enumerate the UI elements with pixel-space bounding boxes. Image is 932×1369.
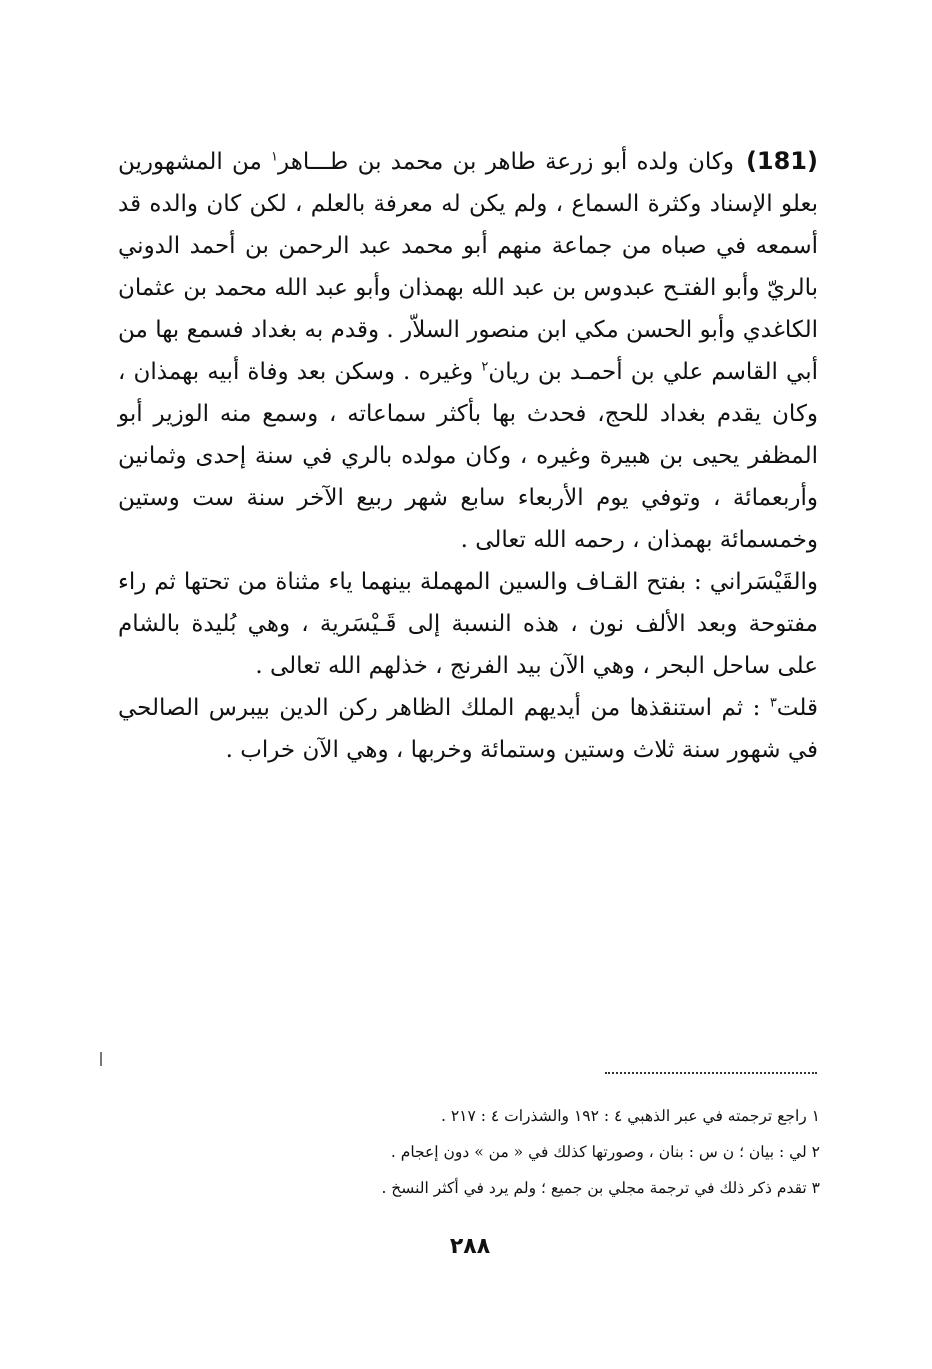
paragraph-qaysarani: والقَيْسَراني : بفتح القـاف والسين المهملة بينهما ياء مثناة من تحتها ثم راء مفتوحة وبعد الألف نون ، هذه النسبة إلى قَـيْسَرية ، وهي بُليدة بالشام على ساحل البحر ، وهي الآن بيد الفرنج ، خذلهم الله تعالى . — [118, 569, 818, 679]
paragraph-note — [118, 687, 818, 771]
footnote-3: ٣ تقدم ذكر ذلك في ترجمة مجلي بن جميع ؛ ولم يرد في أكثر النسخ . — [381, 1179, 820, 1197]
paragraph-text: : ثم استنقذها من أيديهم الملك الظاهر ركن الدين بيبرس الصالحي في شهور سنة ثلاث وستين وستمائة وخربها ، وهي الآن خراب . — [118, 695, 818, 763]
main-text — [118, 140, 818, 771]
footnote-divider — [605, 1072, 817, 1074]
margin-mark — [100, 1052, 102, 1066]
footnote-ref-2: ٢ — [481, 359, 489, 375]
footnote-1: ١ راجع ترجمته في عبر الذهبي ٤ : ١٩٢ والشذرات ٤ : ٢١٧ . — [440, 1107, 820, 1125]
paragraph-text: وكان ولده أبو زرعة طاهر بن محمد بن طـــاهر — [278, 149, 734, 175]
footnote-ref-3: ٣ — [769, 695, 777, 711]
page-number: ٢٨٨ — [449, 1234, 491, 1259]
footnote-ref-1: ١ — [271, 149, 279, 165]
footnote-2: ٢ لي : بيان ؛ ن س : بنان ، وصورتها كذلك في « من » دون إعجام . — [390, 1143, 820, 1161]
paragraph-entry-181 — [118, 140, 818, 561]
paragraph-text: من المشهورين بعلو الإسناد وكثرة السماع ، ولم يكن له معرفة بالعلم ، لكن كان والده قد أسمعه في صباه من جماعة منهم أبو محمد عبد الرحمن بن أحمد الدوني بالريّ وأبو الفتـح عبدوس بن عبد الله بهمذان وأبو عبد الله محمد بن عثمان الكاغدي وأبو الحسن مكي ابن منصور السلاّر . وقدم به بغداد فسمع بها من أبي القاسم علي بن أحمـد بن ريان — [118, 149, 819, 385]
footnotes — [300, 1098, 820, 1206]
entry-number: (181) — [745, 147, 818, 175]
paragraph-text: وغيره . وسكن بعد وفاة أبيه بهمذان ، وكان يقدم بغداد للحج، فحدث بها بأكثر سماعاته ، وسمع منه الوزير أبو المظفر يحيى بن هبيرة وغيره ، وكان مولده بالري في سنة إحدى وثمانين وأربعمائة ، وتوفي يوم الأربعاء سابع شهر ربيع الآخر سنة ست وستين وخمسمائة بهمذان ، رحمه الله تعالى . — [118, 359, 818, 553]
paragraph-text: قلت — [776, 695, 818, 721]
